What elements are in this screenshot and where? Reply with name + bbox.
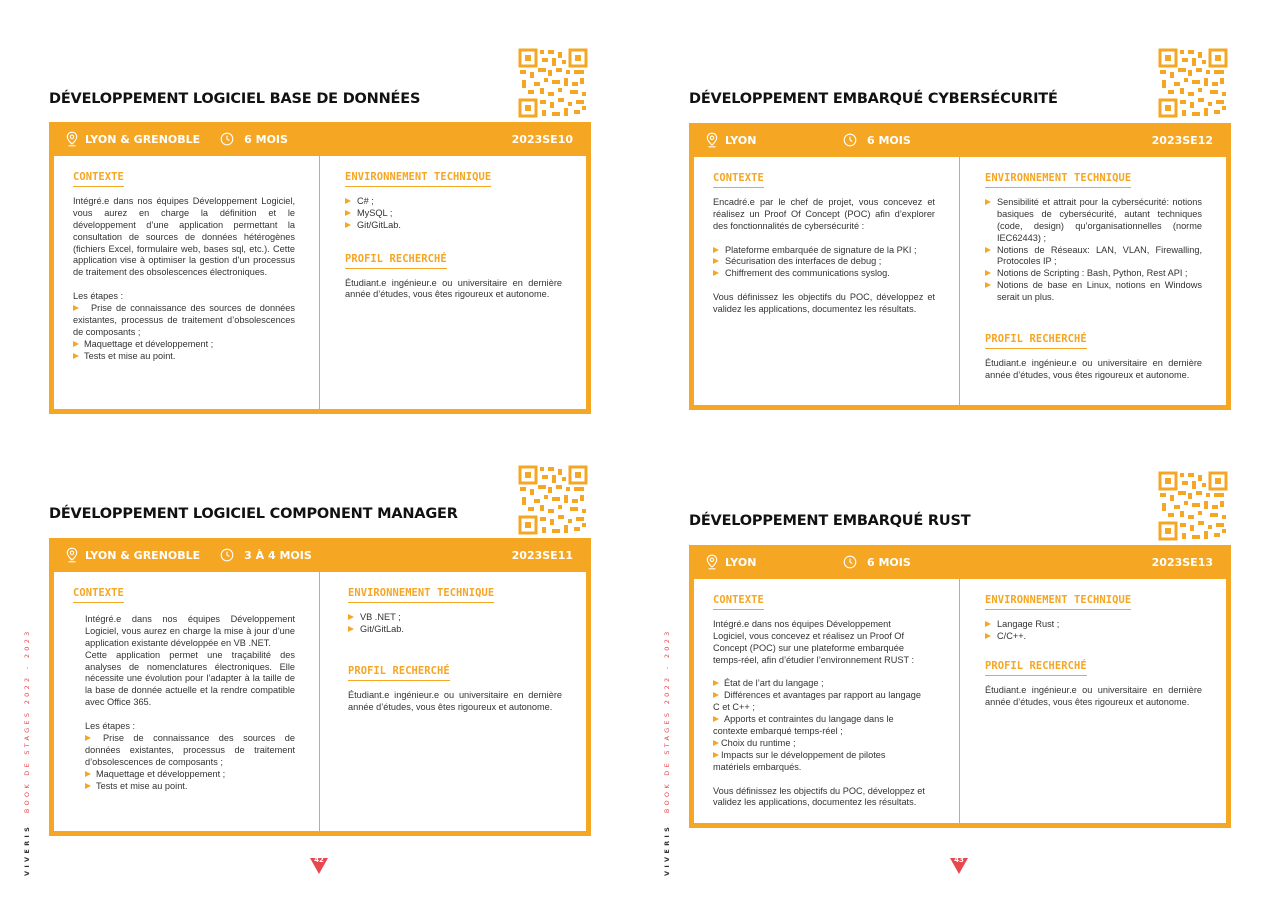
page-number-marker: [949, 855, 969, 875]
offer-duration: 3 À 4 MOIS: [244, 548, 312, 562]
offer-location: LYON & GRENOBLE: [85, 132, 201, 146]
book-label-vertical: [21, 628, 31, 876]
offer-title: DÉVELOPPEMENT LOGICIEL BASE DE DONNÉES: [49, 91, 421, 107]
step-item: Tests et mise au point.: [85, 781, 295, 793]
env-heading: ENVIRONNEMENT TECHNIQUE: [985, 173, 1131, 188]
profile-heading: PROFIL RECHERCHÉ: [348, 666, 450, 681]
offer-duration: 6 MOIS: [244, 132, 288, 146]
bullet-arrow-icon: [713, 258, 719, 264]
offer-duration: 6 MOIS: [867, 133, 911, 147]
env-item: Sensibilité et attrait pour la cybersécurité: notions basiques de cybersécurité, autant techniques (code, design) qu’organisationnelles (norme IEC62443) ;: [985, 197, 1202, 245]
offer-box: [689, 123, 1231, 410]
step-item: Prise de connaissance des sources de données existantes, processus de traitement d’obsolescences de composants ;: [85, 732, 295, 767]
map-pin-icon: [705, 132, 719, 148]
env-heading: ENVIRONNEMENT TECHNIQUE: [348, 588, 494, 603]
context-paragraph: Intégré.e dans nos équipes Développement Logiciel, vous concevez et réalisez un Proof Of Concept (POC) sur une plateforme embarquée temps-réel, afin d’étudier l’environnement RUST :: [713, 618, 915, 665]
profile-text: Étudiant.e ingénieur.e ou universitaire en dernière année d’études, vous êtes rigoureux et autonome.: [345, 277, 562, 300]
rust-item: Impacts sur le développement de pilotes matériels embarqués.: [713, 749, 886, 772]
env-item: Git/GitLab.: [345, 220, 562, 232]
env-item: Notions de Scripting : Bash, Python, Rest API ;: [985, 268, 1202, 280]
bullet-arrow-icon: [348, 626, 354, 632]
profile-heading: PROFIL RECHERCHÉ: [985, 661, 1087, 676]
steps-label: Les étapes :: [73, 291, 124, 302]
profile-text: Étudiant.e ingénieur.e ou universitaire en dernière année d’études, vous êtes rigoureux et autonome.: [985, 357, 1202, 380]
offer-meta-bar: [689, 545, 1231, 579]
page-number: 43: [954, 856, 964, 864]
bullet-arrow-icon: [713, 270, 719, 276]
offer-reference: 2023SE13: [1151, 555, 1213, 569]
map-pin-icon: [705, 554, 719, 570]
book-label: BOOK DE STAGES 2022 - 2023: [663, 628, 671, 814]
env-item: VB .NET ;: [348, 612, 562, 624]
env-heading: ENVIRONNEMENT TECHNIQUE: [345, 172, 491, 187]
book-label-vertical: [661, 628, 671, 876]
offer-box: [49, 538, 591, 836]
bullet-arrow-icon: [985, 270, 991, 276]
bullet-arrow-icon: [348, 614, 354, 620]
bullet-arrow-icon: [85, 771, 91, 777]
env-list: [345, 196, 562, 232]
step-item: Maquettage et développement ;: [85, 769, 295, 781]
context-paragraph-2: Cette application permet une traçabilité des analyses de nomenclatures électroniques. Elle nécessite une évolution pour l’adapter à la taille de la base de donnée actuelle et la rendre compatible avec Office 365.: [85, 649, 295, 708]
offer-title: DÉVELOPPEMENT EMBARQUÉ RUST: [689, 513, 971, 529]
env-list: [348, 612, 562, 636]
offer-location: LYON: [725, 555, 757, 569]
bullet-arrow-icon: [985, 199, 991, 205]
qr-code-icon[interactable]: [1158, 48, 1228, 118]
offer-duration: 6 MOIS: [867, 555, 911, 569]
clock-icon: [843, 132, 857, 148]
bullet-arrow-icon: [713, 740, 719, 746]
brand-label: VIVERIS: [23, 823, 31, 876]
bullet-arrow-icon: [985, 621, 991, 627]
bullet-arrow-icon: [985, 247, 991, 253]
env-item: C# ;: [345, 196, 562, 208]
offer-reference: 2023SE10: [511, 132, 573, 146]
steps-label: Les étapes :: [85, 721, 136, 732]
env-heading: ENVIRONNEMENT TECHNIQUE: [985, 595, 1131, 610]
clock-icon: [220, 131, 234, 147]
poc-item: Sécurisation des interfaces de debug ;: [713, 256, 935, 268]
bullet-arrow-icon: [713, 752, 719, 758]
book-label: BOOK DE STAGES 2022 - 2023: [23, 628, 31, 814]
offer-box: [689, 545, 1231, 828]
context-paragraph: Encadré.e par le chef de projet, vous concevez et réalisez un Proof Of Concept (POC) afin d’explorer des fonctionnalités de cybersécurité :: [713, 196, 935, 231]
context-column: [694, 579, 960, 823]
bullet-arrow-icon: [73, 305, 79, 311]
rust-item: Apports et contraintes du langage dans le contexte embarqué temps-réel ;: [713, 714, 894, 737]
env-item: Notions de Réseaux: LAN, VLAN, Firewalling, Protocoles IP ;: [985, 245, 1202, 269]
offer-title: DÉVELOPPEMENT EMBARQUÉ CYBERSÉCURITÉ: [689, 91, 1058, 107]
env-item: Langage Rust ;: [985, 619, 1202, 631]
requirements-column: [960, 579, 1226, 823]
qr-code-icon[interactable]: [1158, 471, 1228, 541]
context-heading: CONTEXTE: [713, 173, 764, 188]
context-paragraph: Intégré.e dans nos équipes Développement Logiciel, vous aurez en charge la définition et le développement d’une application permettant la consultation de sources de données hétérogènes (fichiers Excel, formulaire web, bases sql, etc.). Cette application vise à optimiser la gestion d’un processus de traitement des obsolescences électroniques.: [73, 195, 295, 278]
closing-paragraph: Vous définissez les objectifs du POC, développez et validez les applications, documentez les résultats.: [713, 785, 925, 808]
context-column: [54, 572, 320, 831]
context-heading: CONTEXTE: [73, 588, 124, 603]
map-pin-icon: [65, 547, 79, 563]
bullet-arrow-icon: [85, 735, 91, 741]
offer-title: DÉVELOPPEMENT LOGICIEL COMPONENT MANAGER: [49, 506, 458, 522]
context-column: [694, 157, 960, 405]
qr-code-icon[interactable]: [518, 465, 588, 535]
offer-reference: 2023SE11: [511, 548, 573, 562]
env-item: C/C++.: [985, 631, 1202, 643]
requirements-column: [960, 157, 1226, 405]
page-number-marker: [309, 855, 329, 875]
bullet-arrow-icon: [985, 282, 991, 288]
step-item: Tests et mise au point.: [73, 351, 295, 363]
bullet-arrow-icon: [85, 783, 91, 789]
offer-meta-bar: [49, 122, 591, 156]
step-item: Maquettage et développement ;: [73, 339, 295, 351]
bullet-arrow-icon: [345, 222, 351, 228]
map-pin-icon: [65, 131, 79, 147]
context-column: [54, 156, 320, 409]
step-item: Prise de connaissance des sources de données existantes, processus de traitement d’obsolescences de composants ;: [73, 303, 295, 337]
rust-item: Différences et avantages par rapport au langage C et C++ ;: [713, 690, 921, 713]
page-number: 42: [314, 856, 324, 864]
rust-item: État de l’art du langage ;: [713, 678, 925, 690]
requirements-column: [320, 572, 586, 831]
clock-icon: [843, 554, 857, 570]
rust-item: Choix du runtime ;: [713, 738, 925, 750]
context-heading: CONTEXTE: [73, 172, 124, 187]
context-heading: CONTEXTE: [713, 595, 764, 610]
bullet-arrow-icon: [345, 198, 351, 204]
profile-text: Étudiant.e ingénieur.e ou universitaire en dernière année d’études, vous êtes rigoureux et autonome.: [348, 689, 562, 712]
poc-item: Plateforme embarquée de signature de la PKI ;: [713, 245, 935, 257]
offer-location: LYON & GRENOBLE: [85, 548, 201, 562]
offer-box: [49, 122, 591, 414]
profile-text: Étudiant.e ingénieur.e ou universitaire en dernière année d’études, vous êtes rigoureux et autonome.: [985, 684, 1202, 707]
poc-item: Chiffrement des communications syslog.: [713, 268, 935, 280]
bullet-arrow-icon: [73, 341, 79, 347]
offer-meta-bar: [689, 123, 1231, 157]
env-item: Git/GitLab.: [348, 624, 562, 636]
offer-reference: 2023SE12: [1151, 133, 1213, 147]
bullet-arrow-icon: [985, 633, 991, 639]
poc-list: [713, 245, 935, 281]
bullet-arrow-icon: [713, 680, 719, 686]
profile-heading: PROFIL RECHERCHÉ: [985, 334, 1087, 349]
env-list: [985, 197, 1202, 304]
env-item: MySQL ;: [345, 208, 562, 220]
context-paragraph: Intégré.e dans nos équipes Développement Logiciel, vous aurez en charge la mise à jour d’une application existante développée en VB .NET.: [85, 613, 295, 648]
bullet-arrow-icon: [73, 353, 79, 359]
closing-paragraph: Vous définissez les objectifs du POC, développez et validez les applications, documentez les résultats.: [713, 292, 935, 315]
brand-label: VIVERIS: [663, 823, 671, 876]
bullet-arrow-icon: [345, 210, 351, 216]
offer-meta-bar: [49, 538, 591, 572]
bullet-arrow-icon: [713, 692, 719, 698]
requirements-column: [320, 156, 586, 409]
bullet-arrow-icon: [713, 247, 719, 253]
env-item: Notions de base en Linux, notions en Windows serait un plus.: [985, 280, 1202, 304]
clock-icon: [220, 547, 234, 563]
page-right: [640, 0, 1280, 906]
bullet-arrow-icon: [713, 716, 719, 722]
qr-code-icon[interactable]: [518, 48, 588, 118]
profile-heading: PROFIL RECHERCHÉ: [345, 254, 447, 269]
offer-location: LYON: [725, 133, 757, 147]
env-list: [985, 619, 1202, 643]
